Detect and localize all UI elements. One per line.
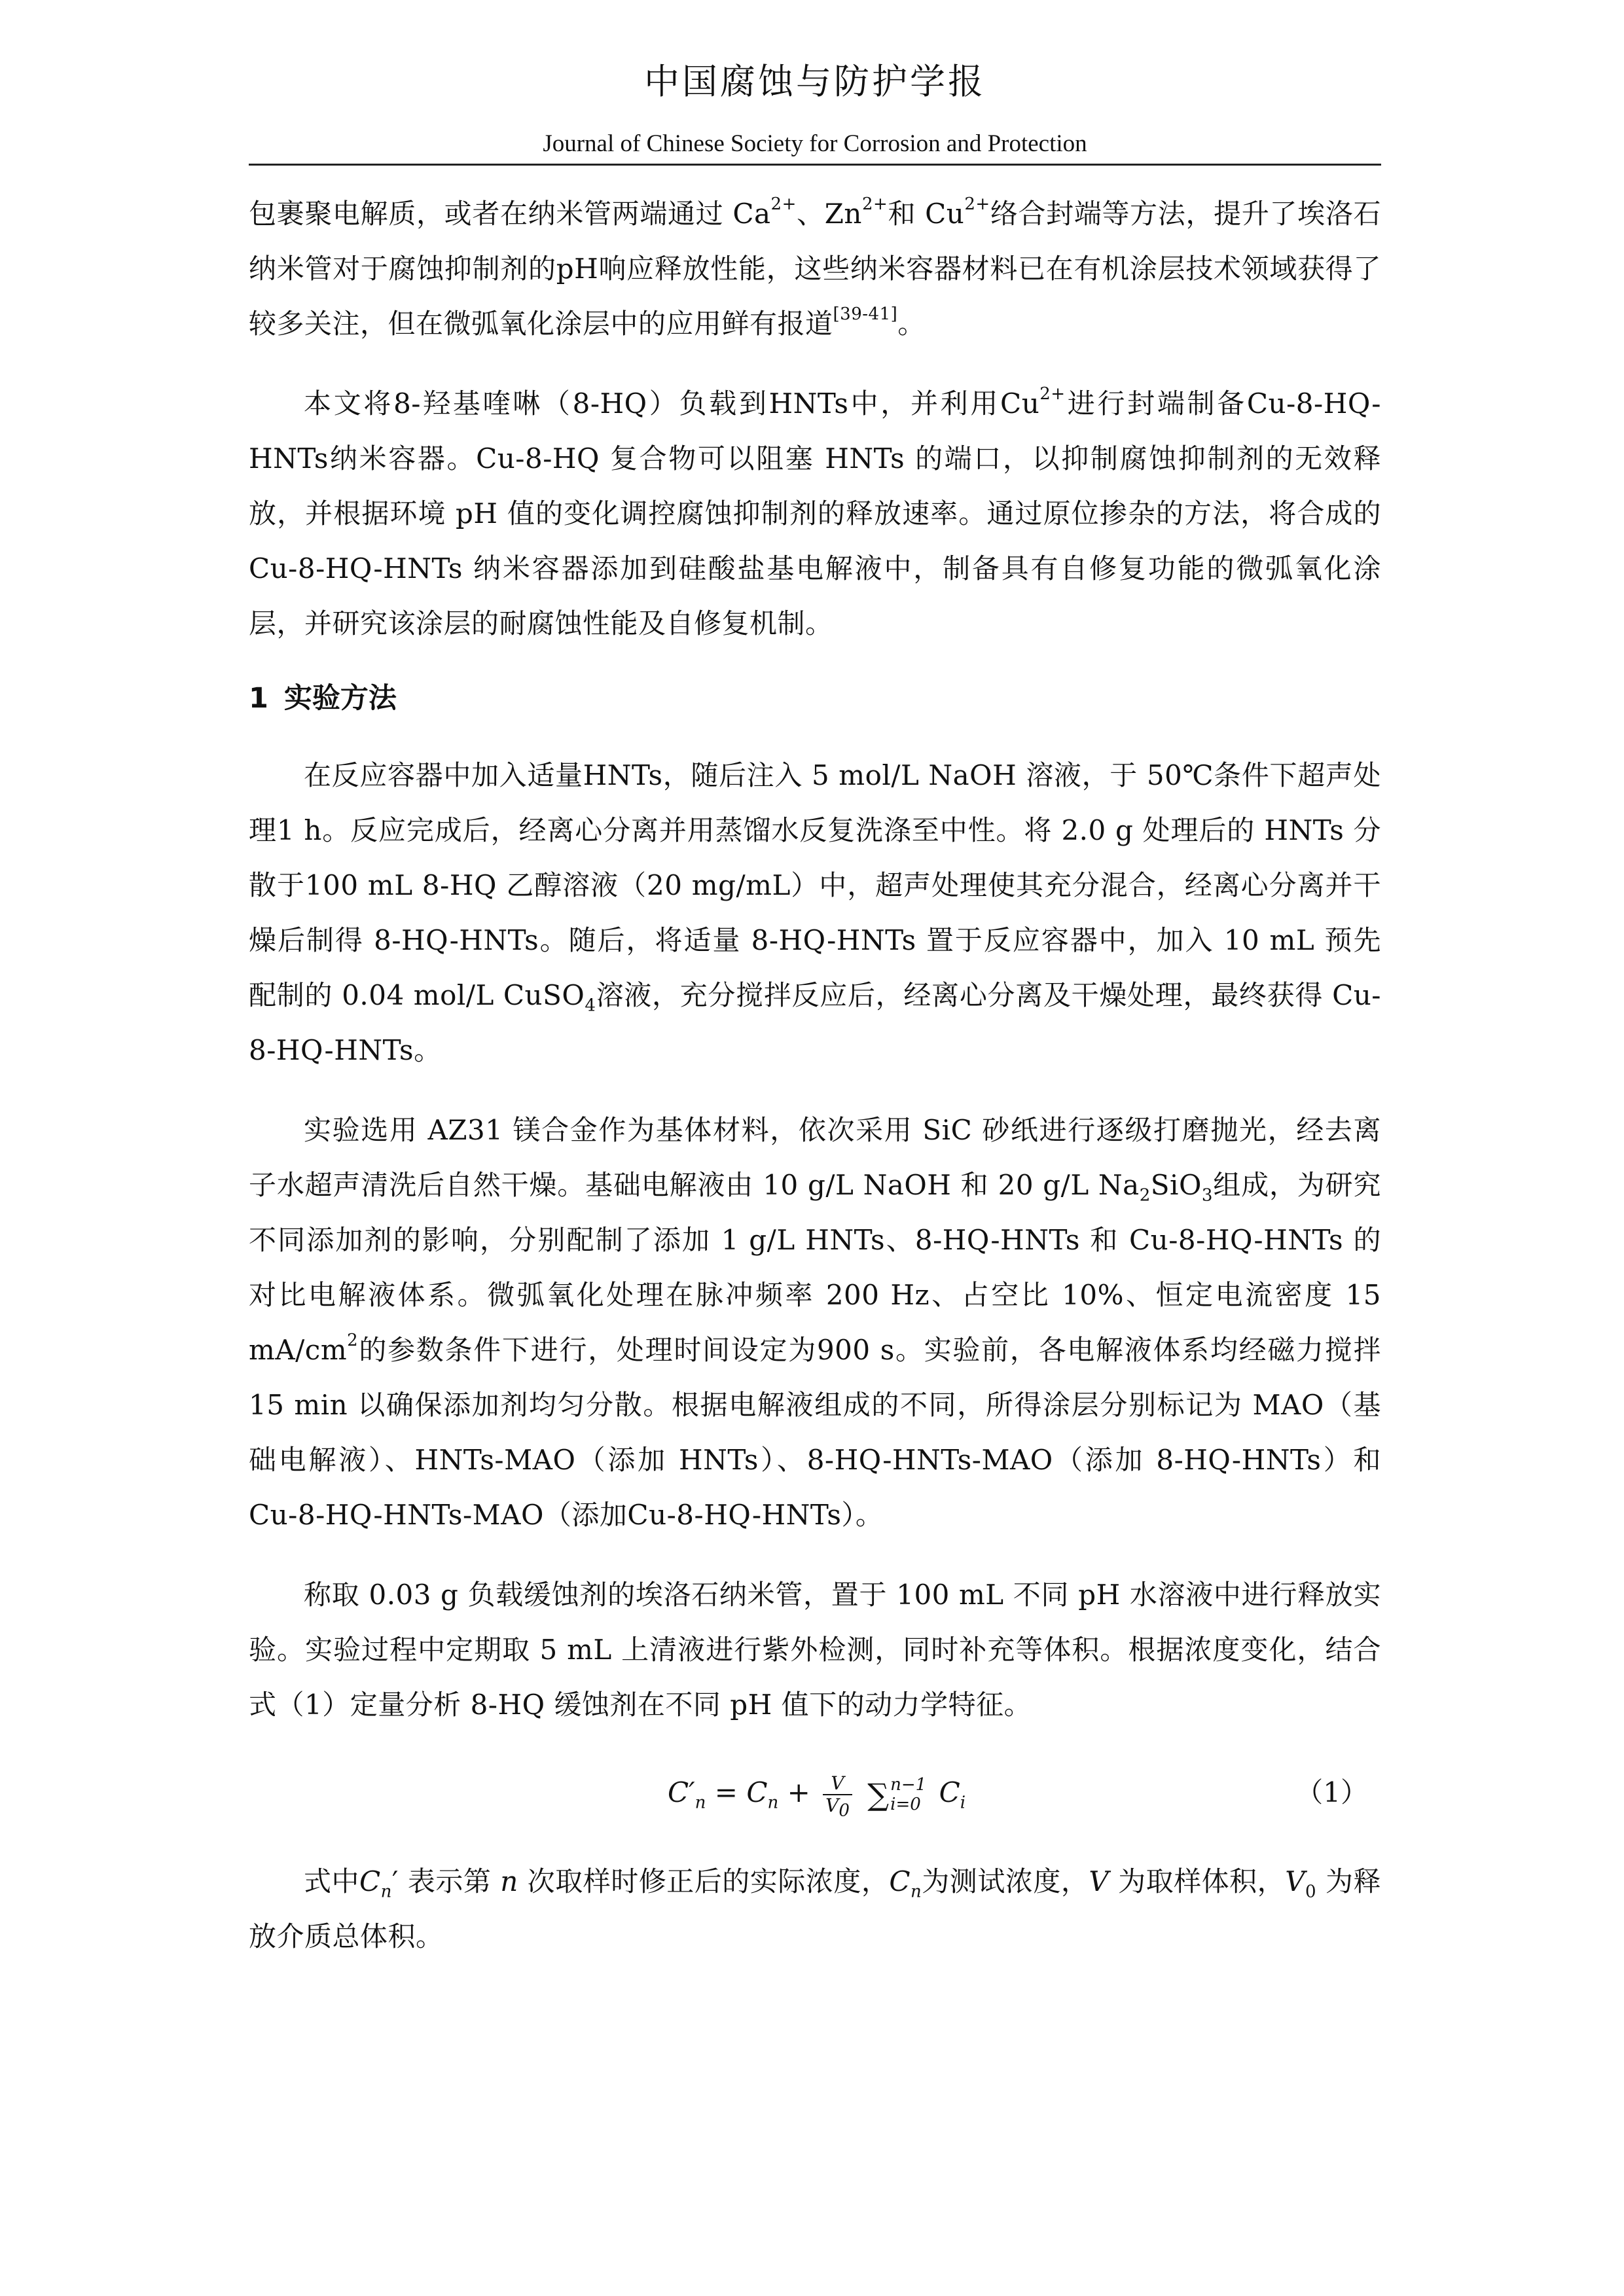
sum-lower-limit: i=0 bbox=[890, 1795, 921, 1814]
text-run: 实验选用 AZ31 镁合金作为基体材料，依次采用 SiC 砂纸进行逐级打磨抛光，经去离子水超声清洗后自然干燥。基础电解液由 10 g/L NaOH 和 20 g/L Na bbox=[249, 1114, 1381, 1201]
paragraph-intro-continued bbox=[249, 187, 1381, 351]
fraction-denominator bbox=[823, 1795, 852, 1821]
text-run: 包裹聚电解质，或者在纳米管两端通过 Ca bbox=[249, 198, 771, 230]
summation-limits bbox=[890, 1775, 926, 1814]
text-run: 。 bbox=[897, 308, 926, 340]
summation-symbol: ∑ bbox=[867, 1777, 890, 1812]
text-run: 的参数条件下进行，处理时间设定为900 s。实验前，各电解液体系均经磁力搅拌 15 min 以确保添加剂均匀分散。根据电解液组成的不同，所得涂层分别标记为 MAO（基础电解液）、HNTs-MAO（添加 HNTs）、8-HQ-HNTs-MAO（添加 8-HQ-HNTs）和 Cu-8-HQ-HNTs-MAO（添加Cu-8-HQ-HNTs）。 bbox=[249, 1334, 1381, 1531]
text-run: 次取样时修正后的实际浓度， bbox=[518, 1865, 890, 1897]
eq-symbol: C′ bbox=[668, 1776, 695, 1808]
text-run: 本文将8-羟基喹啉（8-HQ）负载到HNTs中，并利用Cu bbox=[304, 387, 1040, 420]
variable: n bbox=[500, 1865, 518, 1897]
text-run: 在反应容器中加入适量HNTs，随后注入 5 mol/L NaOH 溶液，于 50℃条件下超声处理1 h。反应完成后，经离心分离并用蒸馏水反复洗涤至中性。将 2.0 g 处理后的 HNTs 分散于100 mL 8-HQ 乙醇溶液（20 mg/mL）中，超声处理使其充分混合，经离心分离并干燥后制得 8-HQ-HNTs。随后，将适量 8-HQ-HNTs 置于反应容器中，加入 10 mL 预先配制的 0.04 mol/L CuSO bbox=[249, 759, 1381, 1011]
article-body bbox=[249, 187, 1381, 1989]
text-run: 称取 0.03 g 负载缓蚀剂的埃洛石纳米管，置于 100 mL 不同 pH 水溶液中进行释放实验。实验过程中定期取 5 mL 上清液进行紫外检测，同时补充等体积。根据浓度变化，结合式（1）定量分析 8-HQ 缓蚀剂在不同 pH 值下的动力学特征。 bbox=[249, 1579, 1381, 1721]
eq-subscript: i bbox=[960, 1793, 966, 1813]
eq-symbol: C bbox=[746, 1776, 768, 1808]
subscript: 3 bbox=[1201, 1185, 1213, 1206]
text-run: 溶液，充分搅拌反应后，经离心分离及干燥处理，最终获得 Cu-8-HQ-HNTs。 bbox=[249, 979, 1381, 1066]
section-number: 1 bbox=[249, 682, 268, 715]
citation-reference: [39-41] bbox=[833, 304, 898, 324]
section-title: 实验方法 bbox=[283, 682, 397, 715]
subscript: 4 bbox=[585, 996, 596, 1016]
eq-symbol: V bbox=[825, 1795, 839, 1816]
sum-upper-limit: n−1 bbox=[890, 1775, 927, 1795]
journal-title-english: Journal of Chinese Society for Corrosion and Protection bbox=[543, 130, 1087, 157]
eq-operator: = bbox=[714, 1776, 738, 1808]
eq-symbol: C bbox=[939, 1776, 960, 1808]
superscript: 2 bbox=[347, 1331, 359, 1350]
text-run: 为取样体积， bbox=[1109, 1865, 1286, 1897]
paragraph-coating-prep bbox=[249, 1103, 1381, 1543]
text-run: 进行封端制备Cu-8-HQ-HNTs纳米容器。Cu-8-HQ 复合物可以阻塞 HNTs 的端口，以抑制腐蚀抑制剂的无效释放，并根据环境 pH 值的变化调控腐蚀抑制剂的释放速率。通过原位掺杂的方法，将合成的 Cu-8-HQ-HNTs 纳米容器添加到硅酸盐基电解液中，制备具有自修复功能的微弧氧化涂层，并研究该涂层的耐腐蚀性能及自修复机制。 bbox=[249, 387, 1381, 639]
section-heading bbox=[249, 676, 1381, 721]
variable-subscript: 0 bbox=[1305, 1882, 1317, 1902]
superscript: 2+ bbox=[964, 194, 990, 214]
prime-mark: ′ bbox=[391, 1865, 399, 1897]
variable: C bbox=[359, 1865, 381, 1897]
superscript: 2+ bbox=[770, 194, 797, 214]
eq-operator: + bbox=[787, 1776, 810, 1808]
variable-subscript: n bbox=[380, 1882, 392, 1902]
paragraph-equation-explanation bbox=[249, 1854, 1381, 1964]
paragraph-release-test bbox=[249, 1568, 1381, 1732]
variable: C bbox=[889, 1865, 911, 1897]
text-run: 络合封端等方法，提升了埃洛石纳米管对于腐蚀抑制剂的pH响应释放性能，这些纳米容器材料已在有机涂层技术领域获得了较多关注，但在微弧氧化涂层中的应用鲜有报道 bbox=[249, 198, 1381, 340]
text-run: SiO bbox=[1150, 1169, 1202, 1201]
equation-1 bbox=[249, 1757, 1381, 1835]
journal-title-chinese: 中国腐蚀与防护学报 bbox=[644, 61, 986, 102]
fraction-numerator: V bbox=[823, 1773, 852, 1795]
equation-number: （1） bbox=[1295, 1776, 1368, 1808]
subscript: 2 bbox=[1139, 1185, 1151, 1206]
paragraph-nanocontainer-prep bbox=[249, 748, 1381, 1078]
superscript: 2+ bbox=[1039, 384, 1066, 404]
variable: V bbox=[1089, 1865, 1110, 1897]
text-run: 为释放介质总体积。 bbox=[249, 1865, 1381, 1952]
text-run: 和 Cu bbox=[888, 198, 965, 230]
equation-body bbox=[668, 1767, 965, 1821]
superscript: 2+ bbox=[861, 194, 888, 214]
text-run: 为测试浓度， bbox=[922, 1865, 1089, 1897]
text-run: 、Zn bbox=[796, 198, 862, 230]
text-run: 组成，为研究不同添加剂的影响，分别配制了添加 1 g/L HNTs、8-HQ-HNTs 和 Cu-8-HQ-HNTs 的对比电解液体系。微弧氧化处理在脉冲频率 200 Hz、占空比 10%、恒定电流密度 15 mA/cm bbox=[249, 1169, 1381, 1366]
eq-subscript: n bbox=[695, 1793, 706, 1813]
text-run: 式中 bbox=[304, 1865, 360, 1897]
paragraph-study-aim bbox=[249, 376, 1381, 651]
header-divider bbox=[249, 164, 1381, 166]
text-run: 表示第 bbox=[398, 1865, 501, 1897]
variable: V bbox=[1285, 1865, 1306, 1897]
eq-subscript: n bbox=[767, 1793, 779, 1813]
variable-subscript: n bbox=[911, 1882, 922, 1902]
eq-subscript: 0 bbox=[839, 1801, 850, 1821]
eq-fraction bbox=[823, 1772, 852, 1821]
